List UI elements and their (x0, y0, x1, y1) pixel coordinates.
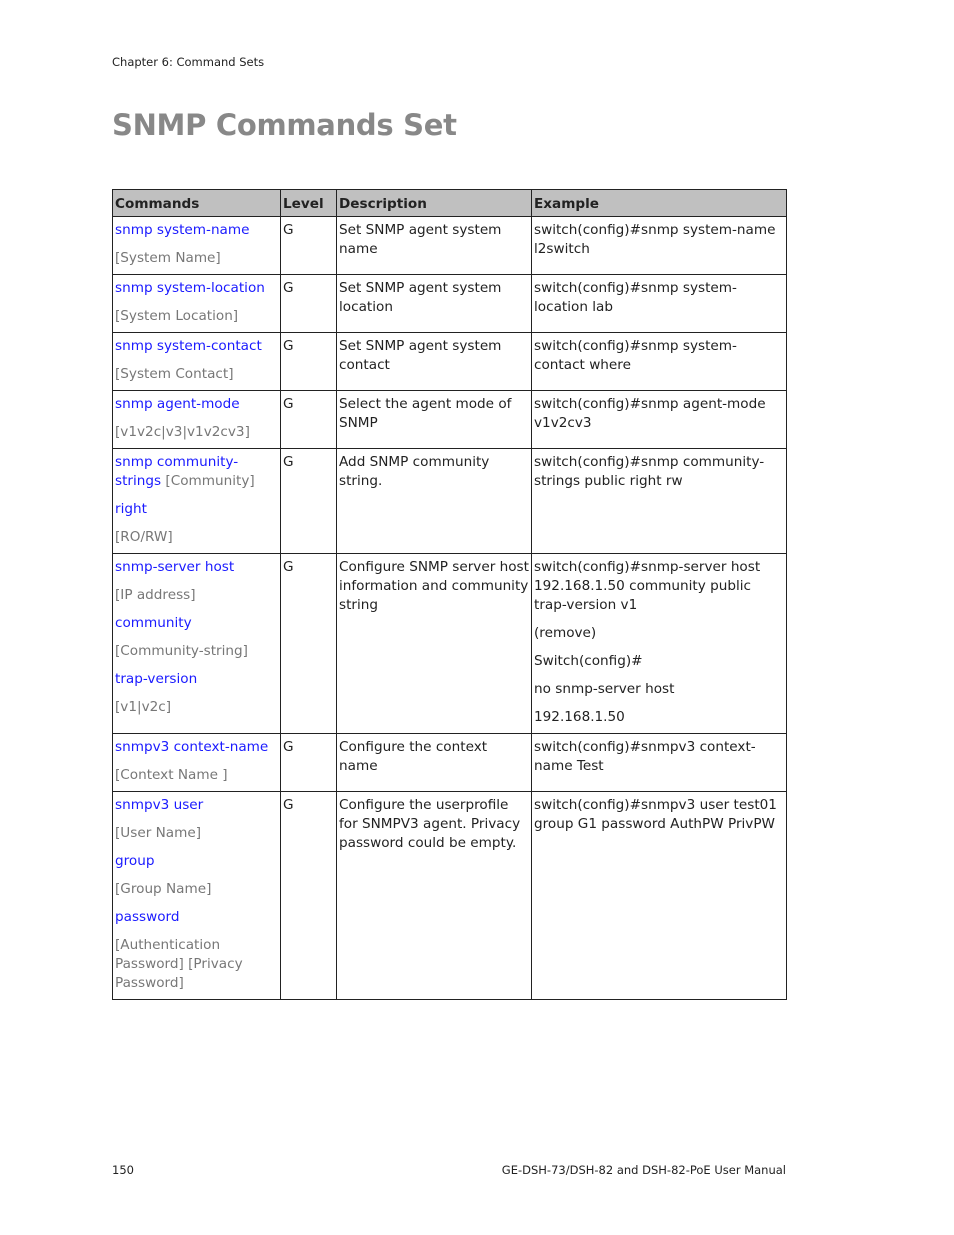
table-row (113, 449, 787, 554)
description-cell: Set SNMP agent system contact (337, 333, 532, 391)
command-argument: [Community] (161, 473, 255, 489)
command-cell (113, 275, 281, 333)
command-keyword: snmpv3 context-name (115, 739, 269, 755)
command-argument: [Context Name ] (115, 767, 228, 783)
command-line (115, 279, 278, 298)
example-cell (532, 333, 787, 391)
command-keyword: right (115, 501, 147, 517)
command-keyword: snmpv3 user (115, 797, 204, 813)
header-example: Example (532, 190, 787, 217)
level-cell: G (281, 734, 337, 792)
description-cell: Set SNMP agent system name (337, 217, 532, 275)
example-line: (remove) (534, 625, 597, 641)
example-cell (532, 449, 787, 554)
page-title: SNMP Commands Set (112, 108, 457, 142)
command-line (115, 642, 278, 661)
command-keyword: password (115, 909, 180, 925)
command-line (115, 307, 278, 326)
command-argument: [System Contact] (115, 366, 234, 382)
level-cell: G (281, 217, 337, 275)
command-line (115, 528, 278, 547)
command-argument: [Community-string] (115, 643, 248, 659)
command-argument: [IP address] (115, 587, 196, 603)
example-line: switch(config)#snmpv3 context-name Test (534, 739, 756, 774)
command-line (115, 586, 278, 605)
command-argument: [User Name] (115, 825, 202, 841)
example-line: switch(config)#snmp-server host 192.168.1.50 community public trap-version v1 (534, 559, 761, 613)
example-cell (532, 734, 787, 792)
header-level: Level (281, 190, 337, 217)
header-description: Description (337, 190, 532, 217)
table-body (113, 217, 787, 1000)
command-line (115, 852, 278, 871)
command-cell (113, 792, 281, 1000)
command-line (115, 558, 278, 577)
command-line (115, 670, 278, 689)
header-commands: Commands (113, 190, 281, 217)
example-line: switch(config)#snmp agent-mode v1v2cv3 (534, 396, 766, 431)
command-keyword: snmp system-name (115, 222, 250, 238)
example-line: 192.168.1.50 (534, 709, 625, 725)
command-keyword: snmp system-location (115, 280, 265, 296)
example-cell (532, 217, 787, 275)
command-line (115, 614, 278, 633)
example-line: switch(config)#snmp community-strings public right rw (534, 454, 765, 489)
page-number: 150 (112, 1163, 134, 1177)
command-argument: [System Location] (115, 308, 239, 324)
command-cell (113, 449, 281, 554)
level-cell: G (281, 449, 337, 554)
command-cell (113, 391, 281, 449)
description-cell: Set SNMP agent system location (337, 275, 532, 333)
description-cell: Select the agent mode of SNMP (337, 391, 532, 449)
level-cell: G (281, 792, 337, 1000)
example-line: no snmp-server host (534, 681, 675, 697)
command-line (115, 221, 278, 240)
command-keyword: snmp system-contact (115, 338, 262, 354)
command-line (115, 796, 278, 815)
table-row (113, 333, 787, 391)
command-cell (113, 554, 281, 734)
table-row (113, 275, 787, 333)
command-line (115, 500, 278, 519)
command-argument: [RO/RW] (115, 529, 173, 545)
table-row (113, 734, 787, 792)
example-line: switch(config)#snmp system-name l2switch (534, 222, 776, 257)
example-cell (532, 391, 787, 449)
example-cell (532, 554, 787, 734)
command-line (115, 423, 278, 442)
command-line (115, 249, 278, 268)
example-cell (532, 275, 787, 333)
example-line: switch(config)#snmp system-location lab (534, 280, 737, 315)
command-line (115, 824, 278, 843)
command-line (115, 337, 278, 356)
command-argument: [v1|v2c] (115, 699, 172, 715)
command-keyword: community (115, 615, 192, 631)
table-row (113, 217, 787, 275)
command-keyword: group (115, 853, 155, 869)
example-cell (532, 792, 787, 1000)
command-line (115, 880, 278, 899)
description-cell: Configure the userprofile for SNMPV3 agent. Privacy password could be empty. (337, 792, 532, 1000)
description-cell: Configure SNMP server host information and community string (337, 554, 532, 734)
level-cell: G (281, 333, 337, 391)
example-line: switch(config)#snmpv3 user test01 group G1 password AuthPW PrivPW (534, 797, 777, 832)
command-keyword: trap-version (115, 671, 198, 687)
description-cell: Configure the context name (337, 734, 532, 792)
level-cell: G (281, 554, 337, 734)
command-cell (113, 217, 281, 275)
running-header: Chapter 6: Command Sets (112, 55, 265, 69)
command-argument: [System Name] (115, 250, 221, 266)
command-argument: [Authentication Password] [Privacy Password] (115, 937, 243, 991)
command-line (115, 908, 278, 927)
table-header-row (113, 190, 787, 217)
snmp-commands-table (112, 189, 787, 1000)
description-cell: Add SNMP community string. (337, 449, 532, 554)
manual-title: GE-DSH-73/DSH-82 and DSH-82-PoE User Manual (501, 1163, 786, 1177)
level-cell: G (281, 275, 337, 333)
command-argument: [Group Name] (115, 881, 212, 897)
example-line: switch(config)#snmp system-contact where (534, 338, 737, 373)
command-argument: [v1v2c|v3|v1v2cv3] (115, 424, 250, 440)
command-keyword: snmp-server host (115, 559, 235, 575)
command-line (115, 936, 278, 993)
table-row (113, 792, 787, 1000)
command-line (115, 698, 278, 717)
command-keyword: snmp agent-mode (115, 396, 240, 412)
level-cell: G (281, 391, 337, 449)
table-row (113, 391, 787, 449)
command-line (115, 766, 278, 785)
command-cell (113, 333, 281, 391)
command-keyword: snmp community-strings (115, 454, 239, 489)
example-line: Switch(config)# (534, 653, 643, 669)
command-cell (113, 734, 281, 792)
command-line (115, 395, 278, 414)
command-line (115, 738, 278, 757)
table-row (113, 554, 787, 734)
command-line (115, 453, 278, 491)
command-line (115, 365, 278, 384)
